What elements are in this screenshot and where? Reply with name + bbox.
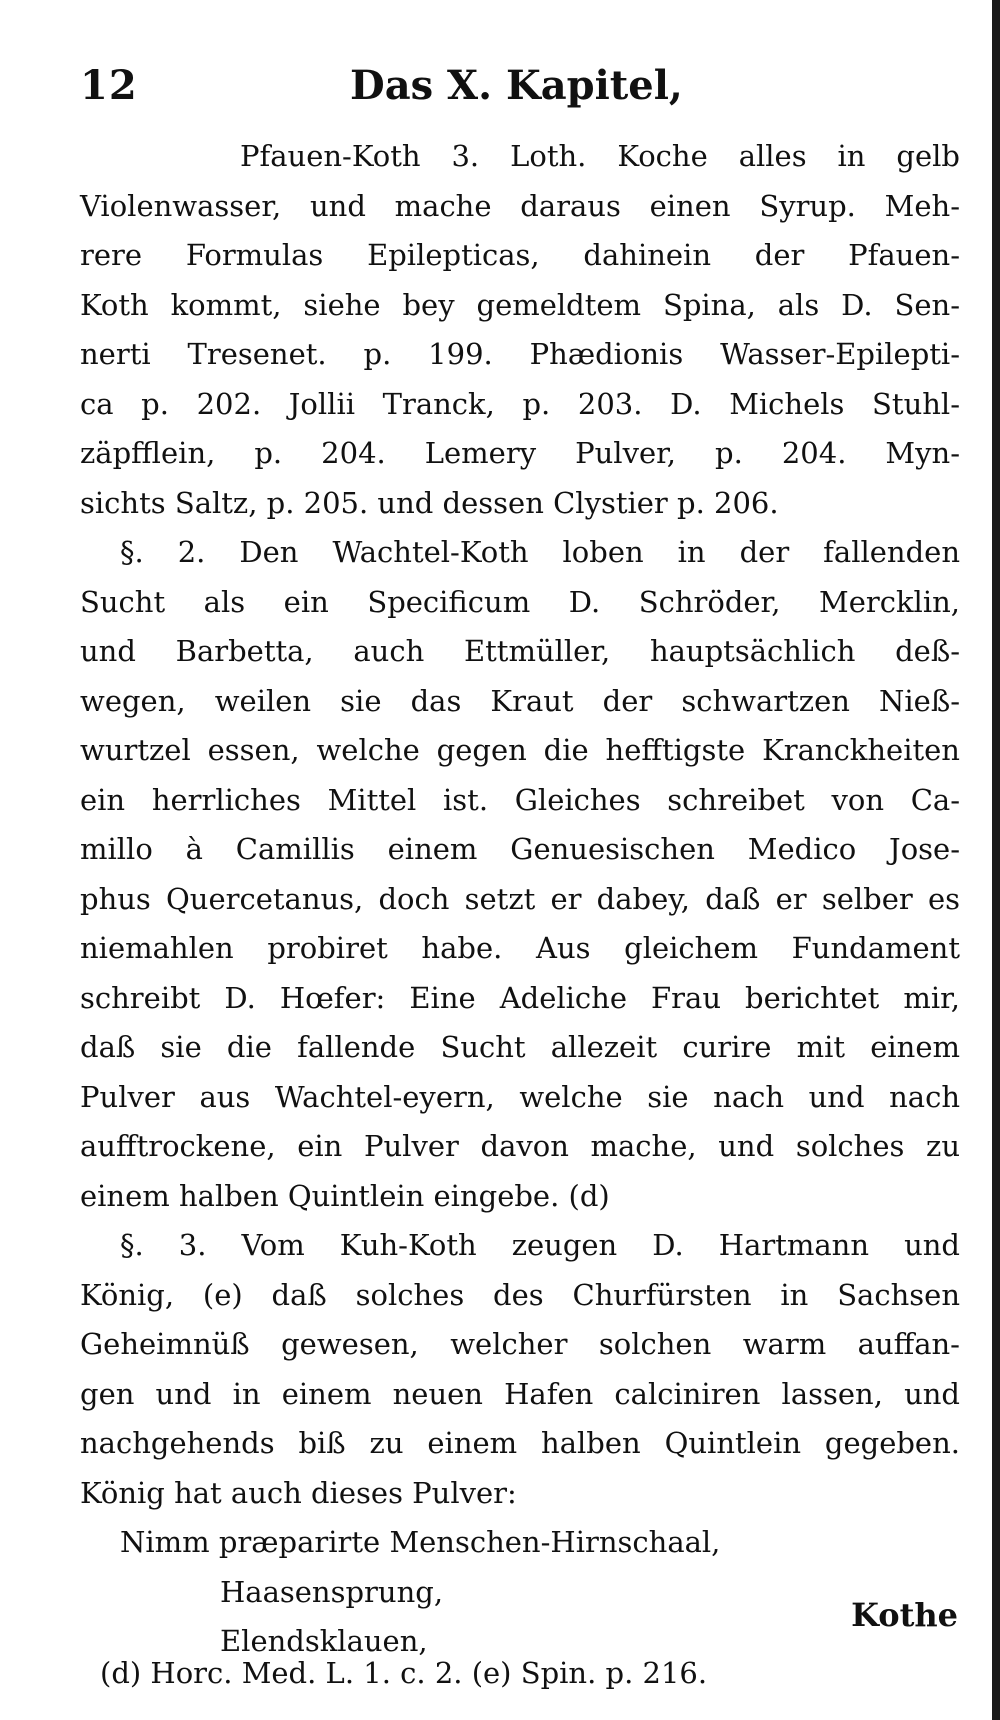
text-line: ca p. 202. Jollii Tranck, p. 203. D. Michels Stuhl- bbox=[80, 386, 960, 421]
text-line: Geheimnüß gewesen, welcher solchen warm auffan- bbox=[80, 1327, 960, 1361]
text-line: gen und in einem neuen Hafen calciniren lassen, und bbox=[80, 1376, 960, 1411]
body-text bbox=[80, 132, 960, 1667]
page-header bbox=[80, 62, 960, 118]
paragraph-start: §. 2. Den Wachtel-Koth loben in der fallenden bbox=[120, 535, 960, 569]
recipe-line: Nimm præparirte Menschen-Hirnschaal, bbox=[120, 1525, 721, 1559]
page-number: 12 bbox=[80, 62, 138, 109]
text-line: König hat auch dieses Pulver: bbox=[80, 1475, 517, 1510]
footnote: (d) Horc. Med. L. 1. c. 2. (e) Spin. p. 216. bbox=[100, 1656, 708, 1690]
text-line: rere Formulas Epilepticas, dahinein der Pfauen- bbox=[80, 238, 960, 272]
running-head: Das X. Kapitel, bbox=[350, 62, 683, 109]
text-line: Pfauen-Koth 3. Loth. Koche alles in gelb bbox=[240, 139, 960, 173]
text-line: Koth kommt, siehe bey gemeldtem Spina, als D. Sen- bbox=[80, 287, 960, 322]
text-line: niemahlen probiret habe. Aus gleichem Fundament bbox=[80, 931, 960, 965]
text-line: sichts Saltz, p. 205. und dessen Clystier p. 206. bbox=[80, 485, 779, 520]
catchword: Kothe bbox=[851, 1596, 958, 1634]
text-line: und Barbetta, auch Ettmüller, hauptsächlich deß- bbox=[80, 634, 960, 668]
text-line: daß sie die fallende Sucht allezeit curire mit einem bbox=[80, 1030, 960, 1064]
text-line: schreibt D. Hœfer: Eine Adeliche Frau berichtet mir, bbox=[80, 980, 960, 1015]
paragraph-start: §. 3. Vom Kuh-Koth zeugen D. Hartmann und bbox=[120, 1228, 960, 1262]
text-line: phus Quercetanus, doch setzt er dabey, daß er selber es bbox=[80, 881, 960, 916]
recipe-line: Haasensprung, bbox=[220, 1574, 444, 1609]
page-edge-shadow bbox=[992, 0, 1000, 1720]
recipe-line: Elendsklauen, bbox=[220, 1624, 428, 1658]
text-line: wegen, weilen sie das Kraut der schwartzen Nieß- bbox=[80, 683, 960, 718]
text-line: nachgehends biß zu einem halben Quintlein gegeben. bbox=[80, 1426, 960, 1460]
text-line: nerti Tresenet. p. 199. Phædionis Wasser-Epilepti- bbox=[80, 337, 960, 371]
text-line: einem halben Quintlein eingebe. (d) bbox=[80, 1178, 610, 1213]
text-line: wurtzel essen, welche gegen die hefftigste Kranckheiten bbox=[80, 733, 960, 767]
text-line: millo à Camillis einem Genuesischen Medico Jose- bbox=[80, 832, 960, 866]
text-line: Pulver aus Wachtel-eyern, welche sie nach und nach bbox=[80, 1079, 960, 1114]
text-line: zäpfflein, p. 204. Lemery Pulver, p. 204. Myn- bbox=[80, 436, 960, 470]
text-line: Sucht als ein Specificum D. Schröder, Mercklin, bbox=[80, 584, 960, 619]
text-line: aufftrockene, ein Pulver davon mache, und solches zu bbox=[80, 1129, 960, 1163]
text-line: ein herrliches Mittel ist. Gleiches schreibet von Ca- bbox=[80, 782, 960, 817]
text-line: Violenwasser, und mache daraus einen Syrup. Meh- bbox=[80, 188, 960, 223]
text-line: König, (e) daß solches des Churfürsten in Sachsen bbox=[80, 1277, 960, 1312]
